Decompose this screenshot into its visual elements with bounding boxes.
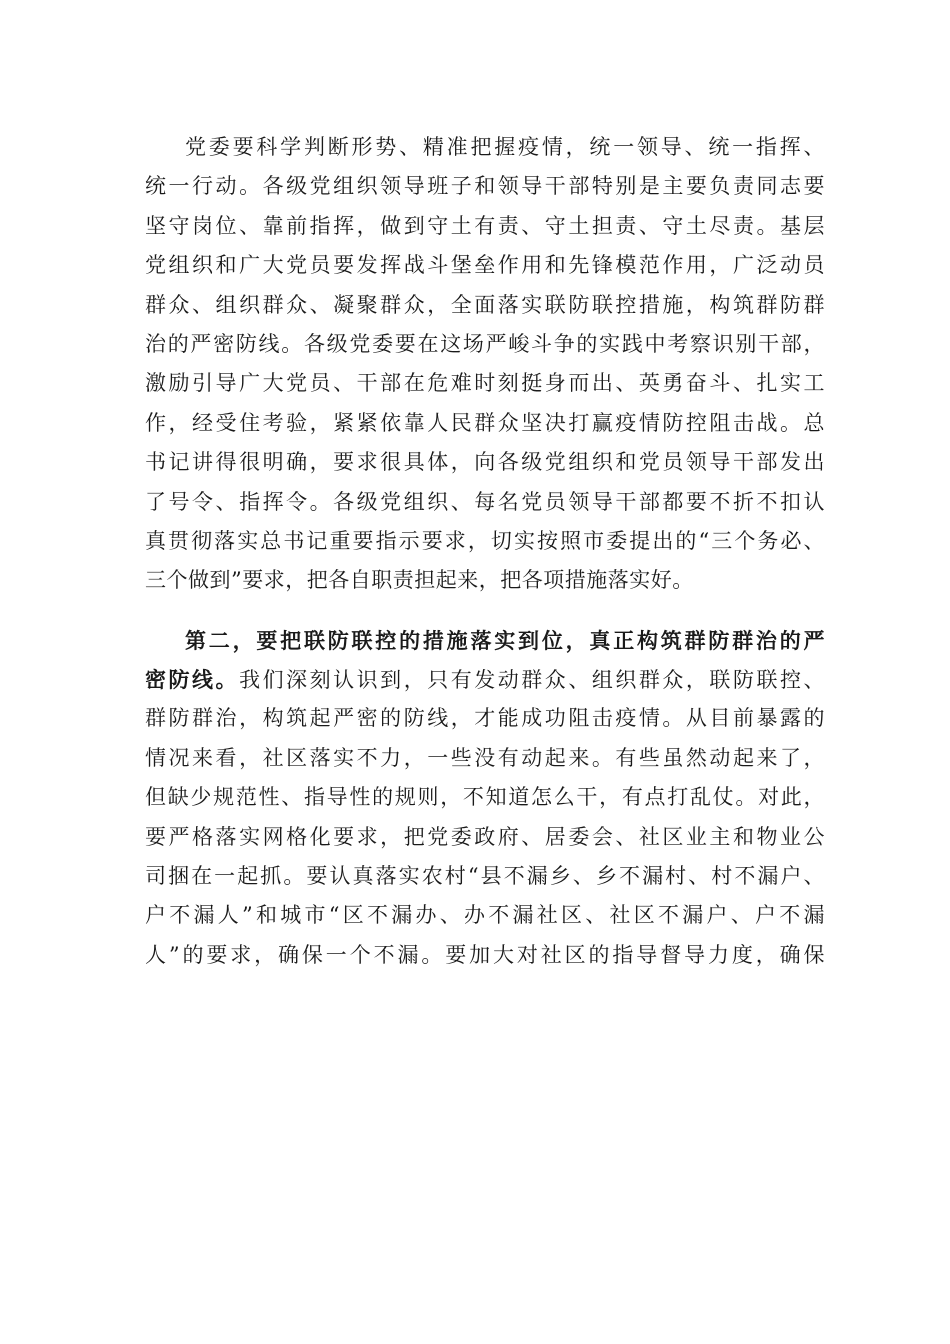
section-heading: 第二，要把联防联控的措施落实到位，真正构筑群防群治的严 [185, 627, 825, 653]
paragraph-line: 坚守岗位、靠前指挥，做到守土有责、守土担责、守土尽责。基层 [145, 213, 825, 238]
paragraph-1 [145, 128, 825, 601]
paragraph-line: 作，经受住考验，紧紧依靠人民群众坚决打赢疫情防控阻击战。总 [145, 410, 825, 435]
paragraph-line: 书记讲得很明确，要求很具体，向各级党组织和党员领导干部发出 [145, 450, 825, 475]
section-heading-end: 密防线。 [145, 667, 240, 693]
paragraph-line: 群防群治，构筑起严密的防线，才能成功阻击疫情。从目前暴露的 [145, 706, 825, 731]
paragraph-line-mixed [145, 660, 825, 699]
paragraph-line: 党委要科学判断形势、精准把握疫情，统一领导、统一指挥、 [185, 135, 825, 159]
paragraph-line: 但缺少规范性、指导性的规则，不知道怎么干，有点打乱仗。对此， [145, 785, 825, 810]
paragraph-line: 司捆在一起抓。要认真落实农村“县不漏乡、乡不漏村、村不漏户、 [145, 864, 825, 889]
paragraph-spacer [145, 601, 825, 621]
paragraph-line: 户不漏人”和城市“区不漏办、办不漏社区、社区不漏户、户不漏 [145, 903, 825, 928]
paragraph-line: 激励引导广大党员、干部在危难时刻挺身而出、英勇奋斗、扎实工 [145, 371, 825, 396]
paragraph-2 [145, 621, 825, 976]
paragraph-text: 我们深刻认识到，只有发动群众、组织群众，联防联控、 [239, 668, 826, 693]
paragraph-line: 要严格落实网格化要求，把党委政府、居委会、社区业主和物业公 [145, 824, 825, 849]
paragraph-line: 了号令、指挥令。各级党组织、每名党员领导干部都要不折不扣认 [145, 489, 825, 514]
paragraph-line: 三个做到”要求，把各自职责担起来，把各项措施落实好。 [145, 568, 694, 593]
paragraph-line: 群众、组织群众、凝聚群众，全面落实联防联控措施，构筑群防群 [145, 292, 825, 317]
paragraph-line: 情况来看，社区落实不力，一些没有动起来。有些虽然动起来了， [145, 745, 825, 770]
paragraph-line: 真贯彻落实总书记重要指示要求，切实按照市委提出的“三个务必、 [145, 528, 825, 553]
paragraph-line: 人”的要求，确保一个不漏。要加大对社区的指导督导力度，确保 [145, 942, 825, 967]
paragraph-line: 治的严密防线。各级党委要在这场严峻斗争的实践中考察识别干部， [145, 331, 825, 356]
paragraph-line: 党组织和广大党员要发挥战斗堡垒作用和先锋模范作用，广泛动员 [145, 253, 825, 278]
paragraph-line: 统一行动。各级党组织领导班子和领导干部特别是主要负责同志要 [145, 174, 825, 199]
document-body [145, 128, 825, 975]
